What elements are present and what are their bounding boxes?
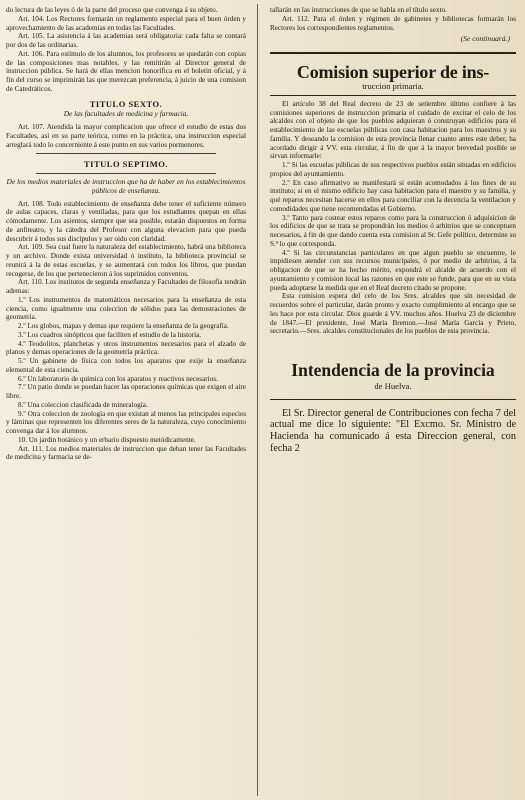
title-seventh-heading: TITULO SEPTIMO.	[83, 159, 169, 170]
section-rule	[270, 399, 516, 400]
intendencia-paragraph: El Sr. Director general de Contribuciones con fecha 7 del actual me dice lo siguiente: "El Excmo. Sr. Ministro de Hacienda ha comunicado á esta Direccion general, con fecha 2	[270, 407, 516, 454]
paragraph: do lectura de las leyes ó de la parte del proceso que convenga á su objeto.	[6, 6, 218, 14]
section-separator	[36, 173, 216, 174]
list-item: 2.º Los globos, mapas y demas que requiere la enseñanza de la geografía.	[18, 322, 229, 330]
title-sixth-heading: TITULO SEXTO.	[89, 98, 163, 109]
list-item: 9.º Otra coleccion de zoología en que existan al menos las principales especies y láminas que representen los diferentes seres de la naturaleza, cuyo conocimiento convenga dar á los alumnos.	[6, 409, 246, 435]
article-111: Art. 111. Los medios materiales de instruccion que deban tener las Facultades de medicina y farmacia se de-	[6, 444, 246, 462]
article-105: Art. 105. La asistencia á las academias será obligatoria: cada falta se contará por dos de las ordinarias.	[6, 32, 246, 49]
article-104: Art. 104. Los Rectores formarán un reglamento especial para el buen órden y aprovechamiento de las academias en todas las Facultades.	[6, 14, 246, 32]
comision-subheading: truccion primaria.	[362, 81, 424, 91]
right-column	[270, 6, 516, 454]
title-sixth-subheading: De las facultades de medicina y farmacia.	[63, 109, 189, 119]
article-110: Art. 110. Los institutos de segunda enseñanza y Facultades de filosofía tendrán ademas:	[6, 278, 246, 295]
list-item: 1.º Los instrumentos de matemáticos necesarios para la enseñanza de esta ciencia, como igualmente una coleccion de sólidos para las demostraciones de geometría.	[6, 295, 246, 322]
list-item: 8.º Una coleccion clasificada de mineralogía.	[18, 400, 148, 409]
list-item: 4.º Si las circunstancias particulares en que algun pueblo se encuentre, le impidiesen atender con sus recursos municipales, ó por medio de arbitrios, á la obligacion de que se ha hecho mérito, expondrá el alcalde de acuerdo con el ayuntamiento y comision local las razones en que este se funde, para que en su vista pueda adoptarse la medida que en el Real decreto citado se propone.	[270, 248, 516, 292]
list-item: 5.º Un gabinete de física con todos los aparatos que exije la enseñanza elemental de esta ciencia.	[6, 357, 246, 374]
list-item: 3.º Tanto para costear estos reparos como para la construccion ó adquisicion de los edificios de que se trata se propondrán los medios ó arbitrios que se conceptuen necesarios, á fin de que dando cuenta esta comision al Sr. Gefe político, determine su S.ª lo que corresponda.	[270, 213, 516, 248]
title-seventh-subheading: De los medios materiales de instruccion que ha de haber en los establecimientos públicos de enseñanza.	[6, 177, 246, 195]
article-112: Art. 112. Para el órden y régimen de gabinetes y bibliotecas formarán los Rectores los correspondientes reglamentos.	[270, 14, 516, 32]
intendencia-subheading: de Huelva.	[374, 381, 412, 391]
comision-heading: Comision superior de ins-	[296, 62, 490, 82]
section-rule	[270, 52, 516, 54]
list-item: 3.º Los cuadros sinópticos que faciliten el estudio de la historia.	[18, 330, 202, 339]
section-separator	[36, 153, 216, 154]
list-item: 4.º Teodolitos, planchetas y otros instrumentos necesarios para el alzado de planos y demas operaciones de la geometría práctica.	[6, 339, 246, 357]
left-column	[6, 6, 246, 462]
article-106: Art. 106. Para estímulo de los alumnos, los profesores se quedarán con copias de las composiciones mas notables, y las remitirán al Director general de instruccion pública. Se hará de ellas mencion honorífica en el boletin oficial, y á fin del curso se imprimirán las que merezcan preferencia, á juicio de una comision de Catedráticos.	[6, 49, 246, 93]
article-108: Art. 108. Todo establecimiento de enseñanza debe tener el suficiente número de aulas capaces, claras y ventiladas, para que los estudiantes quepan en ellas cómodamente. Los asientos, siempre que sea posible, estarán dispuestos en forma de anfiteatro, y la cátedra del Profesor con alguna elevacion para que pueda descubrir á todos sus discípulos y ser oido con claridad.	[6, 199, 246, 243]
list-item: 2.º En caso afirmativo se manifestará si están acomodados á los fines de su instituto; si en el mismo edificio hay casa habitacion para el maestro y su familia, y qué reparos necesitan hacerse en ellos para conciliar con la decencia la ventilacion y comodidades que tiene recomendadas el Gobierno.	[270, 178, 516, 213]
to-be-continued: (Se continuará.)	[460, 34, 510, 44]
list-item: 10. Un jardin botánico y un erbario dispuesto metódicamente.	[18, 435, 196, 444]
list-item: 6.º Un laboratorio de química con los aparatos y reactivos necesarios.	[18, 374, 218, 383]
paragraph: tallarán en las instrucciones de que se habla en el título sexto.	[270, 6, 447, 14]
comision-paragraph: Esta comision espera del celo de los Sres. alcaldes que sin necesidad de recuerdos sobre el particular, darán pronto y exacto cumplimiento al encargo que se les hace por esta circular. Dios guarde á VV. muchos años. Huelva 23 de diciembre de 1847.—El presidente, José María Bremon.—José María García y Prieto, secretario.—Sres. alcaldes constitucionales de los pueblos de esta provincia.	[270, 292, 516, 336]
article-107: Art. 107. Atendida la mayor complicacion que ofrece el estudio de estas dos Facultades, así en su parte teórica, como en la práctica, una instruccion especial arreglará todo lo concerniente á este punto en sus varios pormenores.	[6, 123, 246, 149]
section-rule	[270, 95, 516, 96]
list-item: 7.º Un patio donde se puedan hacer las operaciones químicas que exigen el aire libre.	[6, 383, 246, 400]
intendencia-heading: Intendencia de la provincia	[291, 360, 495, 380]
list-item: 1.º Si las escuelas públicas de sus respectivos pueblos están situadas en edificios propios del ayuntamiento.	[270, 161, 516, 178]
column-divider	[257, 4, 258, 796]
comision-paragraph: El artículo 38 del Real decreto de 23 de setiembre último confiere á las comisiones superiores de instruccion primaria el cuidado de excitar el celo de los alcaldes con el objeto de que los pueblos adquieran ó construyan edificios para el establecimiento de las escuelas públicas con casa habitacion para los maestros y su familia. Y deseando la comision de esta provincia llenar cuanto antes este deber, ha acordado dirigir á VV. esta circular, á fin de que á la mayor brevedad posible se sirvan informarle:	[270, 99, 516, 161]
article-109: Art. 109. Sea cual fuere la naturaleza del establecimiento, habrá una biblioteca y un archivo. Donde exista universidad ó instituto, la biblioteca provincial se reunirá á la de estas escuelas, y se aumentará con todos los libros, que puedan recogerse, de los que pertenecieron á los suprimidos conventos.	[6, 243, 246, 278]
